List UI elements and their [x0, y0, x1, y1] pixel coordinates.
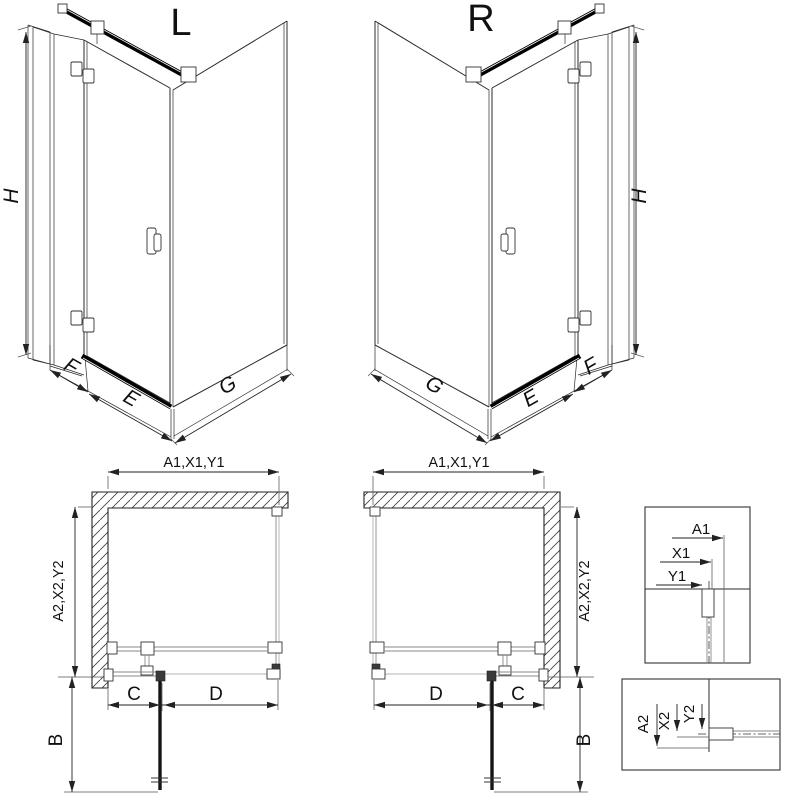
variant-label-right: R [467, 0, 495, 40]
dim-label-height-right: H [628, 188, 651, 204]
dim-label-height-left: H [0, 188, 23, 204]
dim-label-door-left: E [119, 384, 144, 412]
dim-label-width-right-plan: A1,X1,Y1 [428, 455, 490, 471]
dim-label-side-right: G [421, 371, 448, 400]
detail-label-y1: Y1 [667, 568, 687, 585]
dim-label-door-right: E [518, 384, 543, 412]
dim-label-fixed-right: F [579, 353, 603, 380]
detail-label-a1: A1 [691, 521, 711, 538]
dim-label-depth-right-plan: A2,X2,Y2 [577, 560, 593, 622]
dim-label-d-left-plan: D [209, 684, 223, 705]
dim-label-depth-left-plan: A2,X2,Y2 [51, 560, 67, 622]
wall-section-right-plan [364, 492, 560, 688]
dim-label-side-left: G [214, 371, 241, 400]
wall-section-left-plan [92, 492, 288, 688]
detail-label-a2: A2 [635, 714, 652, 734]
dim-label-c-left-plan: C [127, 684, 141, 705]
3d-view-right [368, 4, 644, 445]
detail-depth-section [622, 679, 780, 770]
dim-label-b-right-plan: B [574, 733, 595, 747]
dim-label-b-left-plan: B [46, 733, 67, 747]
dim-label-width-left-plan: A1,X1,Y1 [163, 455, 225, 471]
variant-label-left: L [170, 2, 192, 44]
detail-width-section [645, 507, 750, 663]
dim-label-c-right-plan: C [511, 684, 525, 705]
detail-label-y2: Y2 [681, 704, 698, 724]
3d-view-left [18, 4, 294, 445]
detail-label-x2: X2 [656, 711, 673, 731]
detail-label-x1: X1 [671, 545, 691, 562]
dim-label-fixed-left: F [59, 353, 83, 380]
dim-label-d-right-plan: D [429, 684, 443, 705]
